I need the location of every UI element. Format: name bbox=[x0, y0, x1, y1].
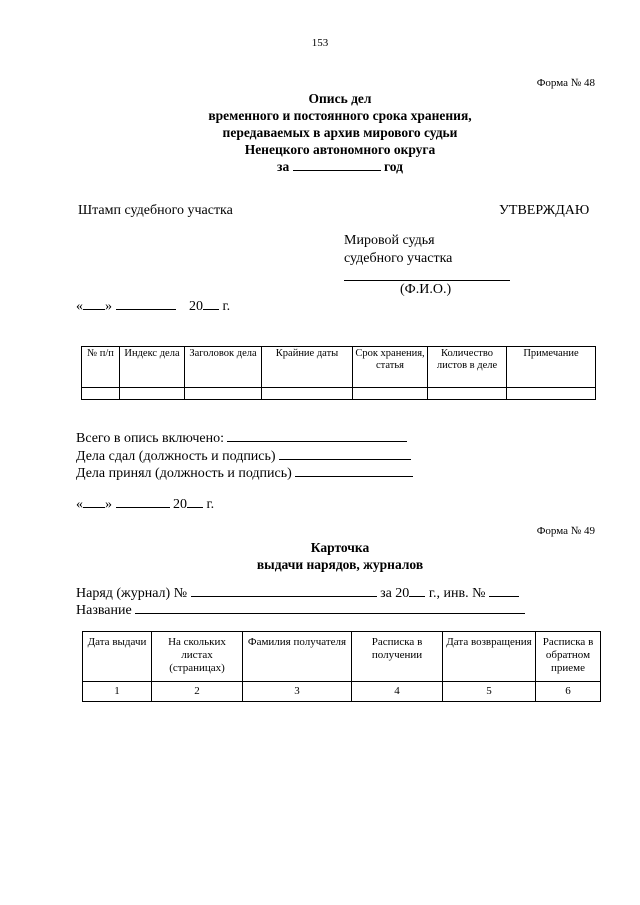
header-cell: Срок хранения, статья bbox=[353, 347, 428, 388]
order-year-field[interactable] bbox=[409, 585, 425, 597]
year-short-field[interactable] bbox=[187, 496, 203, 508]
header-cell: Дата выдачи bbox=[83, 632, 152, 682]
inventory-table bbox=[81, 346, 596, 400]
title-line: временного и постоянного срока хранения, bbox=[208, 108, 472, 123]
form-49-label: Форма № 49 bbox=[536, 525, 595, 537]
name-line: Название bbox=[76, 602, 525, 619]
month-field[interactable] bbox=[116, 298, 176, 310]
header-cell: Индекс дела bbox=[120, 347, 185, 388]
judge-title: Мировой судья bbox=[344, 233, 435, 248]
stamp-label: Штамп судебного участка bbox=[78, 203, 233, 218]
handed-line: Дела сдал (должность и подпись) bbox=[76, 448, 411, 465]
header-cell: На скольких листах (страницах) bbox=[152, 632, 243, 682]
column-number: 5 bbox=[443, 682, 536, 702]
year-line bbox=[0, 158, 640, 175]
table-cell[interactable] bbox=[353, 388, 428, 400]
day-field[interactable] bbox=[83, 298, 105, 310]
table-cell[interactable] bbox=[185, 388, 262, 400]
header-cell: № п/п bbox=[82, 347, 120, 388]
header-cell: Расписка в обратном приеме bbox=[536, 632, 601, 682]
header-cell: Фамилия получателя bbox=[243, 632, 352, 682]
order-number-field[interactable] bbox=[191, 585, 377, 597]
date-line: « » 20 г. bbox=[76, 299, 231, 314]
column-number: 6 bbox=[536, 682, 601, 702]
order-line: Наряд (журнал) № за 20 г., инв. № bbox=[76, 585, 519, 602]
form-49-title bbox=[0, 539, 640, 573]
title-line: выдачи нарядов, журналов bbox=[256, 557, 424, 572]
title-line: Опись дел bbox=[308, 91, 372, 106]
column-number: 4 bbox=[352, 682, 443, 702]
approve-label: УТВЕРЖДАЮ bbox=[499, 203, 590, 218]
column-number: 3 bbox=[243, 682, 352, 702]
received-field[interactable] bbox=[295, 465, 413, 477]
header-cell: Дата возвращения bbox=[443, 632, 536, 682]
header-cell: Расписка в получении bbox=[352, 632, 443, 682]
header-cell: Крайние даты bbox=[262, 347, 353, 388]
judge-signature-line[interactable] bbox=[344, 280, 510, 281]
title-line: Карточка bbox=[310, 540, 370, 555]
table-row bbox=[83, 682, 601, 702]
column-number: 2 bbox=[152, 682, 243, 702]
table-cell[interactable] bbox=[428, 388, 507, 400]
issuance-table bbox=[82, 631, 601, 702]
header-cell: Примечание bbox=[507, 347, 596, 388]
table-cell[interactable] bbox=[82, 388, 120, 400]
judge-district: судебного участка bbox=[344, 251, 453, 266]
year-short-field[interactable] bbox=[203, 298, 219, 310]
form-48-label: Форма № 48 bbox=[536, 77, 595, 89]
table-row bbox=[82, 388, 596, 400]
column-number: 1 bbox=[83, 682, 152, 702]
header-cell: Количество листов в деле bbox=[428, 347, 507, 388]
year-field[interactable] bbox=[293, 159, 381, 171]
table-cell[interactable] bbox=[507, 388, 596, 400]
page-number: 153 bbox=[311, 37, 329, 49]
title-line: передаваемых в архив мирового судьи bbox=[222, 125, 458, 140]
day-field[interactable] bbox=[83, 496, 105, 508]
header-cell: Заголовок дела bbox=[185, 347, 262, 388]
table-cell[interactable] bbox=[120, 388, 185, 400]
received-line: Дела принял (должность и подпись) bbox=[76, 465, 413, 482]
year-suffix: год bbox=[383, 159, 403, 174]
form-48-title bbox=[0, 90, 640, 175]
title-line: Ненецкого автономного округа bbox=[244, 142, 436, 157]
table-header-row bbox=[82, 347, 596, 388]
total-field[interactable] bbox=[227, 430, 407, 442]
name-field[interactable] bbox=[135, 602, 525, 614]
year-prefix: за bbox=[277, 159, 290, 174]
bottom-date-line: « » 20 г. bbox=[76, 497, 215, 512]
table-header-row bbox=[83, 632, 601, 682]
month-field[interactable] bbox=[116, 496, 170, 508]
fio-label: (Ф.И.О.) bbox=[400, 282, 452, 297]
table-cell[interactable] bbox=[262, 388, 353, 400]
inventory-number-field[interactable] bbox=[489, 585, 519, 597]
handed-field[interactable] bbox=[279, 448, 411, 460]
total-line: Всего в опись включено: bbox=[76, 430, 407, 447]
